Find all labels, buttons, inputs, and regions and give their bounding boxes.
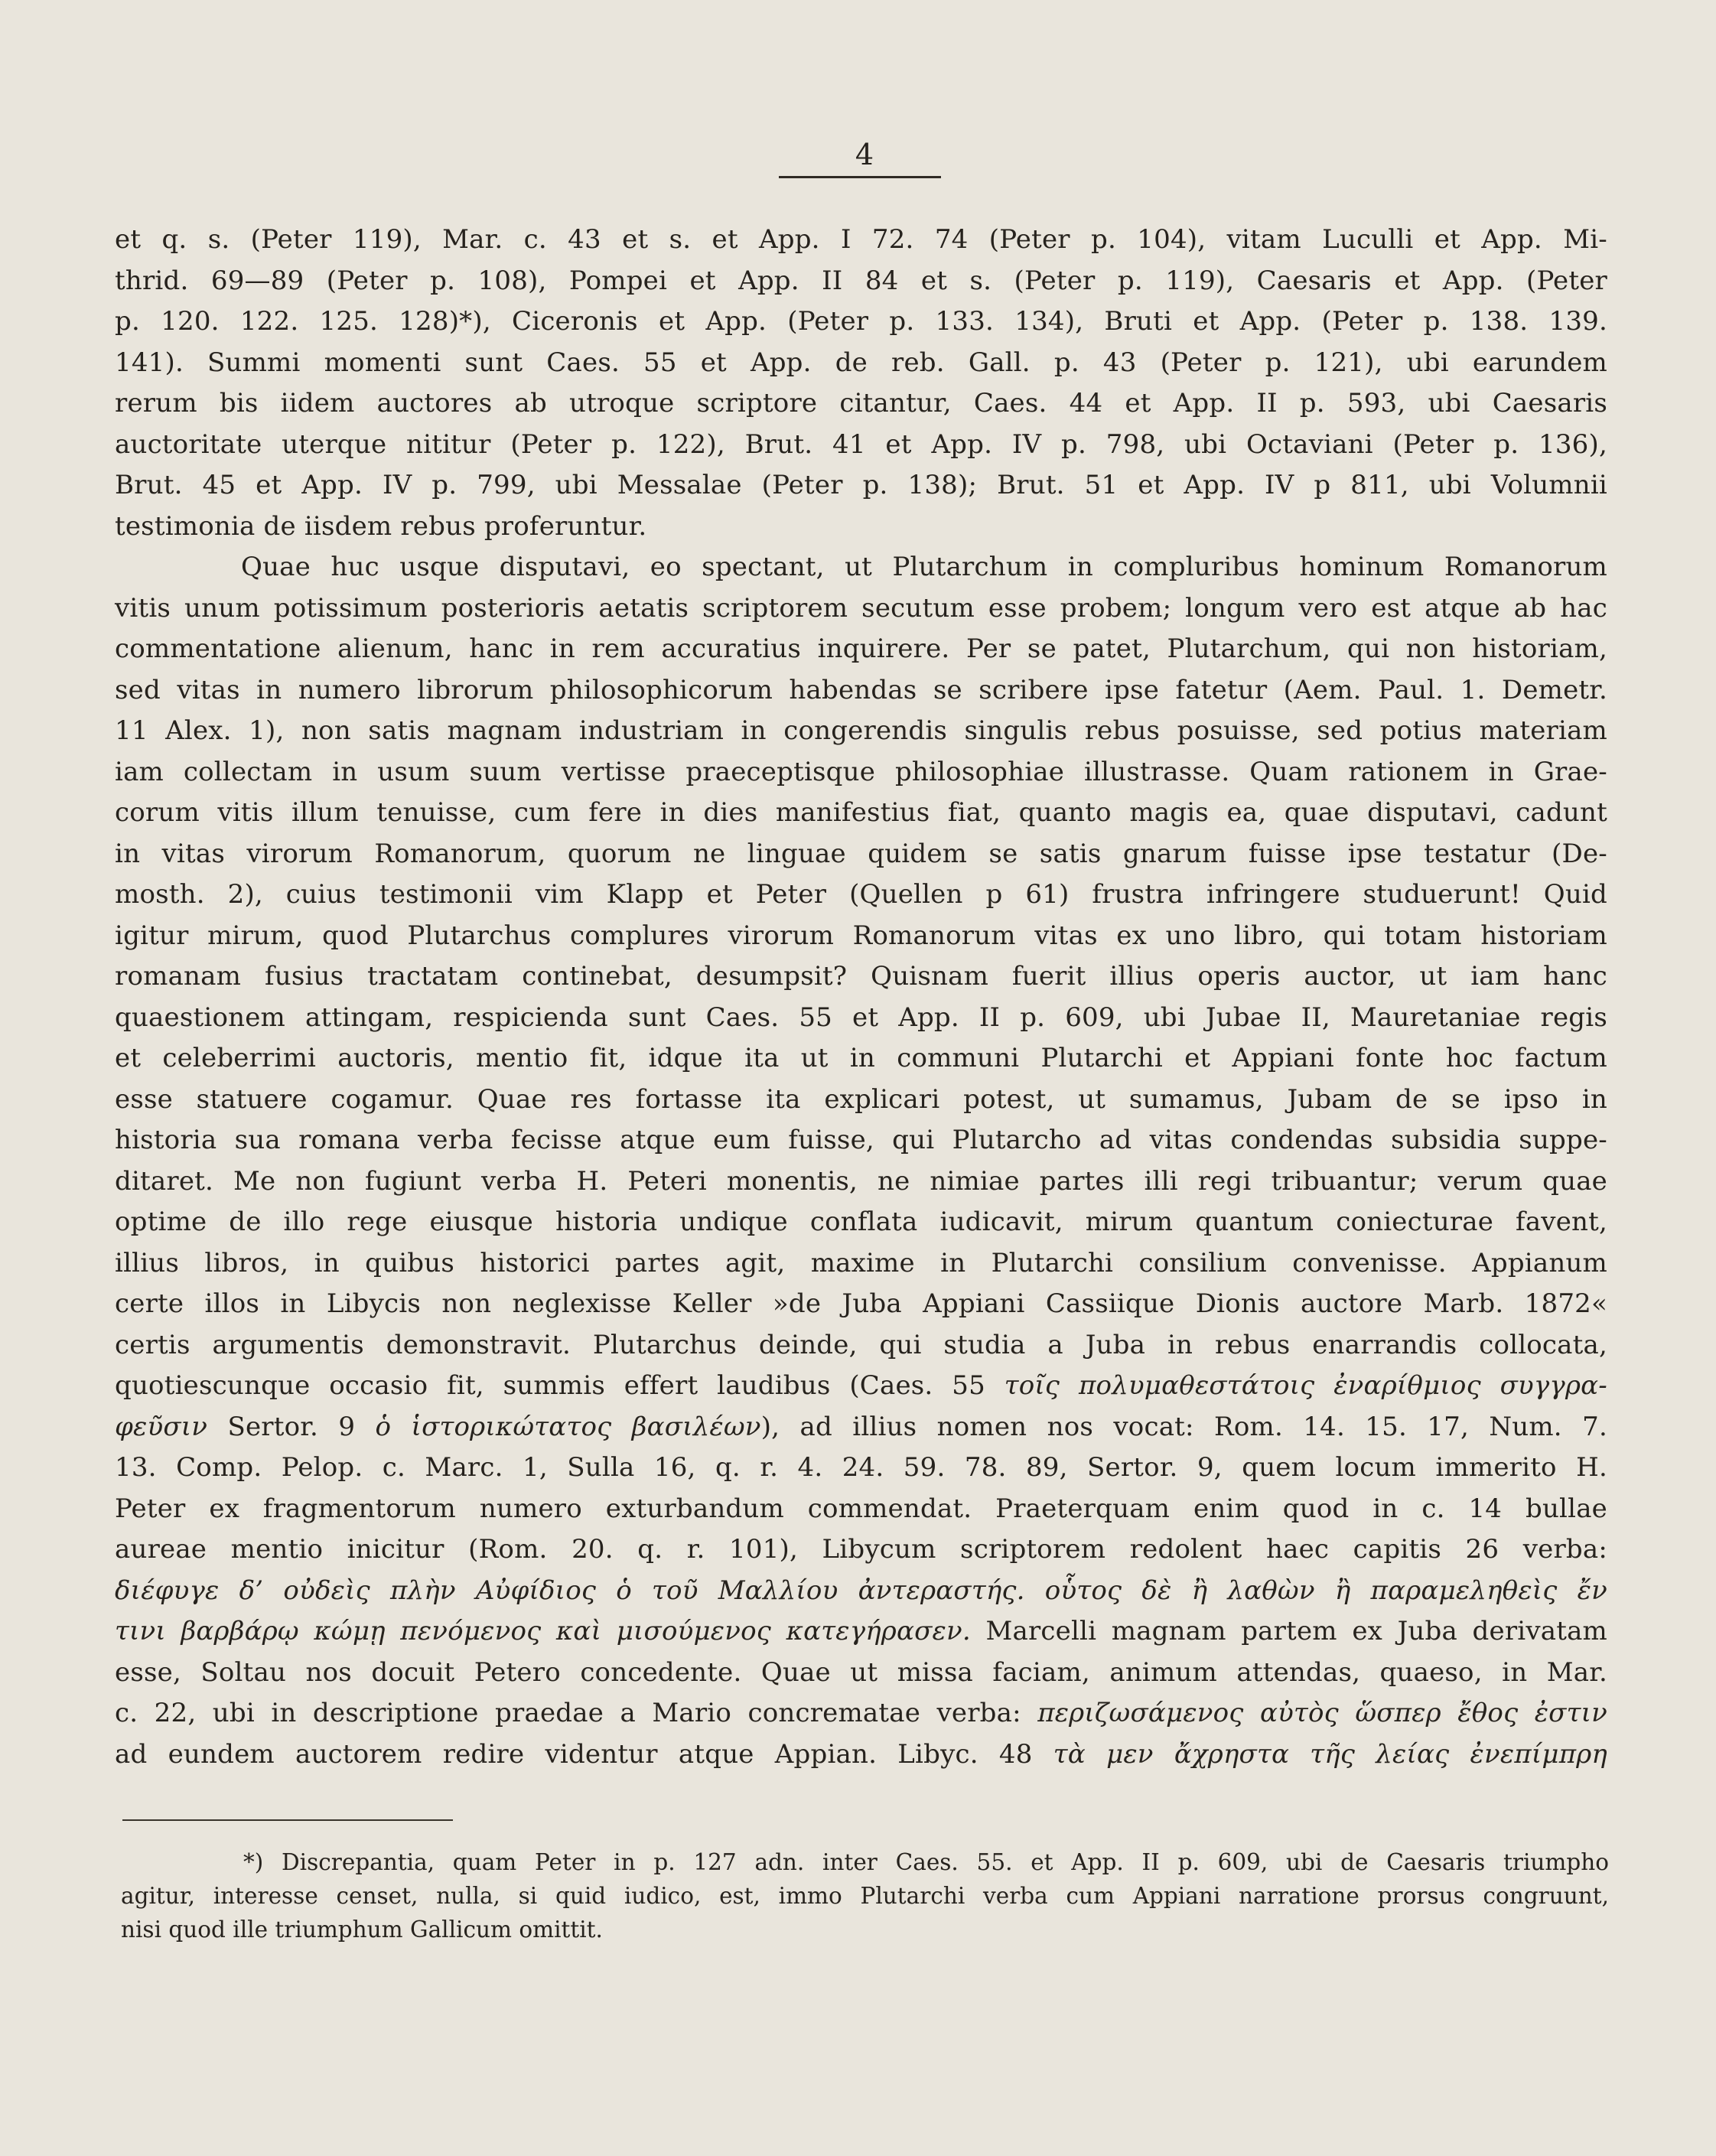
footnote-line: agitur, interesse censet, nulla, si quid iudico, est, immo Plutarchi verba cum Appiani narratione prorsus congruunt, <box>121 1883 1609 1909</box>
text-line: certe illos in Libycis non neglexisse Keller »de Juba Appiani Cassiique Dionis auctore Marb. 1872« <box>115 1288 1607 1319</box>
greek-quotation: τοῖς πολυμαθεστάτοις ἐναρίθμιος συγγρα- <box>1004 1370 1607 1401</box>
text-line: thrid. 69—89 (Peter p. 108), Pompei et App. II 84 et s. (Peter p. 119), Caesaris et App. (Peter <box>115 265 1607 296</box>
text-line: historia sua romana verba fecisse atque eum fuisse, qui Plutarcho ad vitas condendas subsidia suppe- <box>115 1125 1607 1155</box>
footnote-line: *) Discrepantia, quam Peter in p. 127 adn. inter Caes. 55. et App. II p. 609, ubi de Caesaris triumpho <box>243 1849 1609 1875</box>
text-line: iam collectam in usum suum vertisse praeceptisque philosophiae illustrasse. Quam rationem in Grae- <box>115 756 1607 787</box>
text-line: et celeberrimi auctoris, mentio fit, idque ita ut in communi Plutarchi et Appiani fonte hoc factum <box>115 1043 1607 1073</box>
text-line: commentatione alienum, hanc in rem accuratius inquirere. Per se patet, Plutarchum, qui non historiam, <box>115 633 1607 664</box>
text-line: rerum bis iidem auctores ab utroque scriptore citantur, Caes. 44 et App. II p. 593, ubi Caesaris <box>115 388 1607 418</box>
footnote <box>121 1845 1609 1946</box>
greek-quotation: ὁ ἱστορικώτατος βασιλέων <box>375 1411 761 1442</box>
greek-quotation: φεῦσιν <box>115 1411 208 1442</box>
latin-text: Sertor. 9 <box>207 1411 376 1442</box>
text-line: esse, Soltau nos docuit Petero concedente. Quae ut missa faciam, animum attendas, quaeso, in Mar. <box>115 1656 1607 1688</box>
text-line: Brut. 45 et App. IV p. 799, ubi Messalae (Peter p. 138); Brut. 51 et App. IV p 811, ubi Volumnii <box>115 470 1607 500</box>
greek-quotation: περιζωσάμενος αὐτὸς ὥσπερ ἔθος ἐστιν <box>1037 1698 1608 1728</box>
text-line: esse statuere cogamur. Quae res fortasse ita explicari potest, ut sumamus, Jubam de se ipso in <box>115 1083 1607 1115</box>
latin-text: Marcelli magnam partem ex Juba derivatam <box>970 1616 1607 1646</box>
greek-quotation: τὰ μεν ἄχρηστα τῆς λείας ἐνεπίμπρη <box>1053 1738 1607 1770</box>
text-line: romanam fusius tractatam continebat, desumpsit? Quisnam fuerit illius operis auctor, ut iam hanc <box>115 961 1607 992</box>
text-line: ditaret. Me non fugiunt verba H. Peteri monentis, ne nimiae partes illi regi tribuantur; verum quae <box>115 1165 1607 1197</box>
text-line: auctoritate uterque nititur (Peter p. 122), Brut. 41 et App. IV p. 798, ubi Octaviani (Peter p. 136), <box>115 428 1607 460</box>
header-rule <box>779 176 941 178</box>
text-line: aureae mentio inicitur (Rom. 20. q. r. 101), Libycum scriptorem redolent haec capitis 26 verba: <box>115 1534 1607 1565</box>
body-text <box>115 220 1607 1775</box>
text-line: corum vitis illum tenuisse, cum fere in dies manifestius fiat, quanto magis ea, quae disputavi, cadunt <box>115 797 1607 828</box>
footnote-rule <box>122 1819 453 1821</box>
latin-text: ), ad illius nomen nos vocat: Rom. 14. 15. 17, Num. 7. <box>760 1411 1607 1442</box>
text-line: 13. Comp. Pelop. c. Marc. 1, Sulla 16, q. r. 4. 24. 59. 78. 89, Sertor. 9, quem locum immerito H. <box>115 1452 1607 1483</box>
text-line: 11 Alex. 1), non satis magnam industriam in congerendis singulis rebus posuisse, sed potius materiam <box>115 715 1607 746</box>
latin-text: c. 22, ubi in descriptione praedae a Mario concrematae verba: <box>115 1698 1038 1728</box>
paragraph-start-line: Quae huc usque disputavi, eo spectant, ut Plutarchum in compluribus hominum Romanorum <box>241 552 1607 582</box>
text-line: testimonia de iisdem rebus proferuntur. <box>115 510 647 542</box>
text-line: vitis unum potissimum posterioris aetatis scriptorem secutum esse probem; longum vero est atque ab hac <box>115 592 1607 624</box>
text-line: et q. s. (Peter 119), Mar. c. 43 et s. et App. I 72. 74 (Peter p. 104), vitam Luculli et App. Mi- <box>115 224 1607 255</box>
text-line <box>115 1611 1607 1653</box>
text-line: certis argumentis demonstravit. Plutarchus deinde, qui studia a Juba in rebus enarrandis collocata, <box>115 1329 1607 1360</box>
text-line: 141). Summi momenti sunt Caes. 55 et App. de reb. Gall. p. 43 (Peter p. 121), ubi earundem <box>115 347 1607 378</box>
text-line <box>115 1734 1607 1776</box>
text-line: optime de illo rege eiusque historia undique conflata iudicavit, mirum quantum coniecturae favent, <box>115 1207 1607 1237</box>
text-line: Peter ex fragmentorum numero exturbandum commendat. Praeterquam enim quod in c. 14 bullae <box>115 1493 1607 1524</box>
text-line <box>115 1407 1607 1448</box>
text-line: quaestionem attingam, respicienda sunt Caes. 55 et App. II p. 609, ubi Jubae II, Mauretaniae regis <box>115 1001 1607 1033</box>
latin-text: ad eundem auctorem redire videntur atque Appian. Libyc. 48 <box>115 1738 1053 1770</box>
text-line: p. 120. 122. 125. 128)*), Ciceronis et App. (Peter p. 133. 134), Bruti et App. (Peter p. 138. 139. <box>115 306 1607 337</box>
greek-quotation: τινι βαρβάρῳ κώμῃ πενόμενος καὶ μισούμενος κατεγήρασεν. <box>115 1616 971 1646</box>
page-number: 4 <box>855 138 874 171</box>
text-line <box>115 1366 1607 1407</box>
greek-quotation-line: διέφυγε δ’ οὐδεὶς πλὴν Αὐφίδιος ὁ τοῦ Μαλλίου ἀντεραστής. οὗτος δὲ ἢ λαθὼν ἢ παραμεληθεὶς ἔν <box>115 1575 1607 1606</box>
text-line <box>115 1693 1607 1734</box>
latin-text: quotiescunque occasio fit, summis effert laudibus (Caes. 55 <box>115 1370 1005 1401</box>
text-line: mosth. 2), cuius testimonii vim Klapp et Peter (Quellen p 61) frustra infringere studuerunt! Quid <box>115 879 1607 910</box>
text-line: illius libros, in quibus historici partes agit, maxime in Plutarchi consilium convenisse. Appianum <box>115 1247 1607 1278</box>
text-line: in vitas virorum Romanorum, quorum ne linguae quidem se satis gnarum fuisse ipse testatur (De- <box>115 838 1607 869</box>
footnote-line: nisi quod ille triumphum Gallicum omittit. <box>121 1917 603 1943</box>
text-line: sed vitas in numero librorum philosophicorum habendas se scribere ipse fatetur (Aem. Paul. 1. Demetr. <box>115 674 1607 705</box>
text-line: igitur mirum, quod Plutarchus complures virorum Romanorum vitas ex uno libro, qui totam historiam <box>115 920 1607 951</box>
